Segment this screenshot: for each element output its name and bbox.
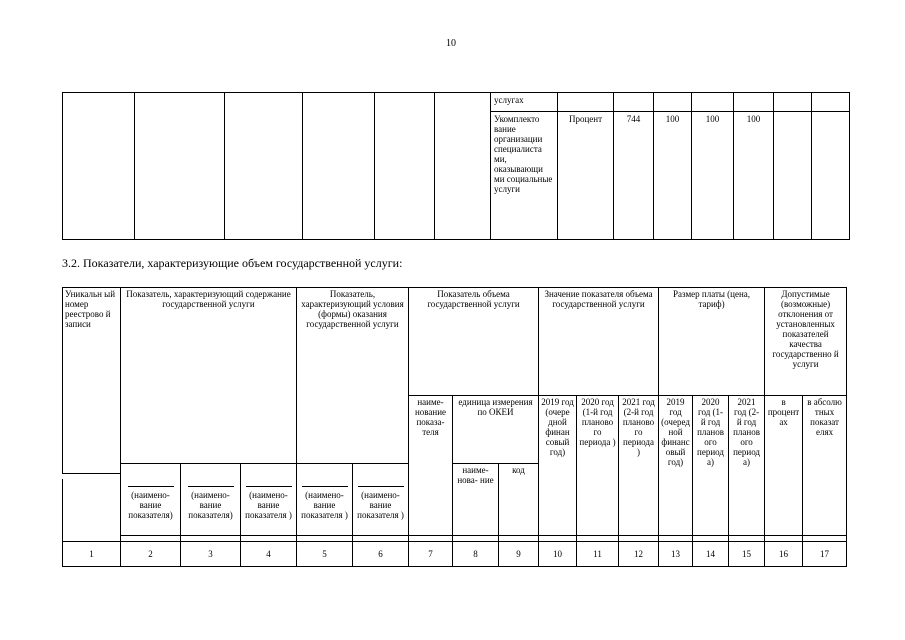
header-fee: Размер платы (цена, тариф) [659, 288, 765, 396]
column-number: 1 [63, 541, 121, 566]
column-number: 15 [729, 541, 765, 566]
column-number: 16 [765, 541, 803, 566]
header-unit-name: наиме- нова- ние [453, 464, 499, 536]
sub-label: (наимено- вание показателя ) [357, 490, 404, 520]
header-percent: в процент ах [765, 396, 803, 536]
header-volume: Показатель объема государственной услуги [409, 288, 539, 396]
header-fee-2019: 2019 год (очеред ной финанс овый год) [659, 396, 693, 536]
value-2021-cell: 100 [734, 112, 774, 240]
header-unit: единица измерения по ОКЕИ [453, 396, 539, 464]
column-number: 11 [577, 541, 619, 566]
volume-indicators-table-lower [62, 479, 847, 567]
column-number: 7 [409, 541, 453, 566]
header-unit-code: код [499, 464, 539, 536]
table-header-row [63, 288, 847, 396]
header-registry: Уникальн ый номер реестрово й записи [63, 288, 121, 474]
header-content: Показатель, характеризующий содержание государственной услуги [121, 288, 297, 464]
column-number: 13 [659, 541, 693, 566]
value-2020-cell: 100 [692, 112, 734, 240]
column-number: 12 [619, 541, 659, 566]
header-fee-2020: 2020 год (1- й год планов ого период а) [693, 396, 729, 536]
header-year-2021: 2021 год (2-й год планово го периода ) [619, 396, 659, 536]
header-deviation: Допустимые (возможные) отклонения от установленных показателей качества государственно й услуги [765, 288, 847, 396]
column-number: 4 [241, 541, 297, 566]
column-number: 17 [803, 541, 847, 566]
indicator-name-cell: Укомплекто вание организации специалиста ми, оказывающи ми социальные услуги [491, 112, 558, 240]
column-number: 8 [453, 541, 499, 566]
table-row [63, 93, 850, 112]
column-number: 6 [353, 541, 409, 566]
column-number: 3 [181, 541, 241, 566]
column-number: 9 [499, 541, 539, 566]
header-value: Значение показателя объема государственной услуги [539, 288, 659, 396]
column-number: 10 [539, 541, 577, 566]
column-number-row [63, 541, 847, 566]
page-number: 10 [446, 38, 456, 49]
indicator-name-cell: услугах [491, 93, 558, 112]
sub-label: (наимено- вание показателя ) [301, 490, 348, 520]
column-number: 5 [297, 541, 353, 566]
column-number: 14 [693, 541, 729, 566]
header-year-2019: 2019 год (очере дной финан совый год) [539, 396, 577, 536]
sub-label: (наимено- вание показателя) [128, 490, 173, 520]
column-number: 2 [121, 541, 181, 566]
sub-label: (наимено- вание показателя ) [245, 490, 292, 520]
quality-indicators-table-continuation [62, 92, 850, 240]
sub-label: (наимено- вание показателя) [188, 490, 233, 520]
header-fee-2021: 2021 год (2- й год планов ого период а) [729, 396, 765, 536]
header-indicator-name: наиме- нование показа- теля [409, 396, 453, 536]
table-row [63, 479, 847, 541]
value-2019-cell: 100 [654, 112, 692, 240]
unit-cell: Процент [558, 112, 614, 240]
header-year-2020: 2020 год (1-й год планово го периода ) [577, 396, 619, 536]
code-cell: 744 [614, 112, 654, 240]
header-absolute: в абсолю тных показат елях [803, 396, 847, 536]
header-conditions: Показатель, характеризующий условия (формы) оказания государственной услуги [297, 288, 409, 464]
section-heading: 3.2. Показатели, характеризующие объем государственной услуги: [62, 256, 403, 270]
